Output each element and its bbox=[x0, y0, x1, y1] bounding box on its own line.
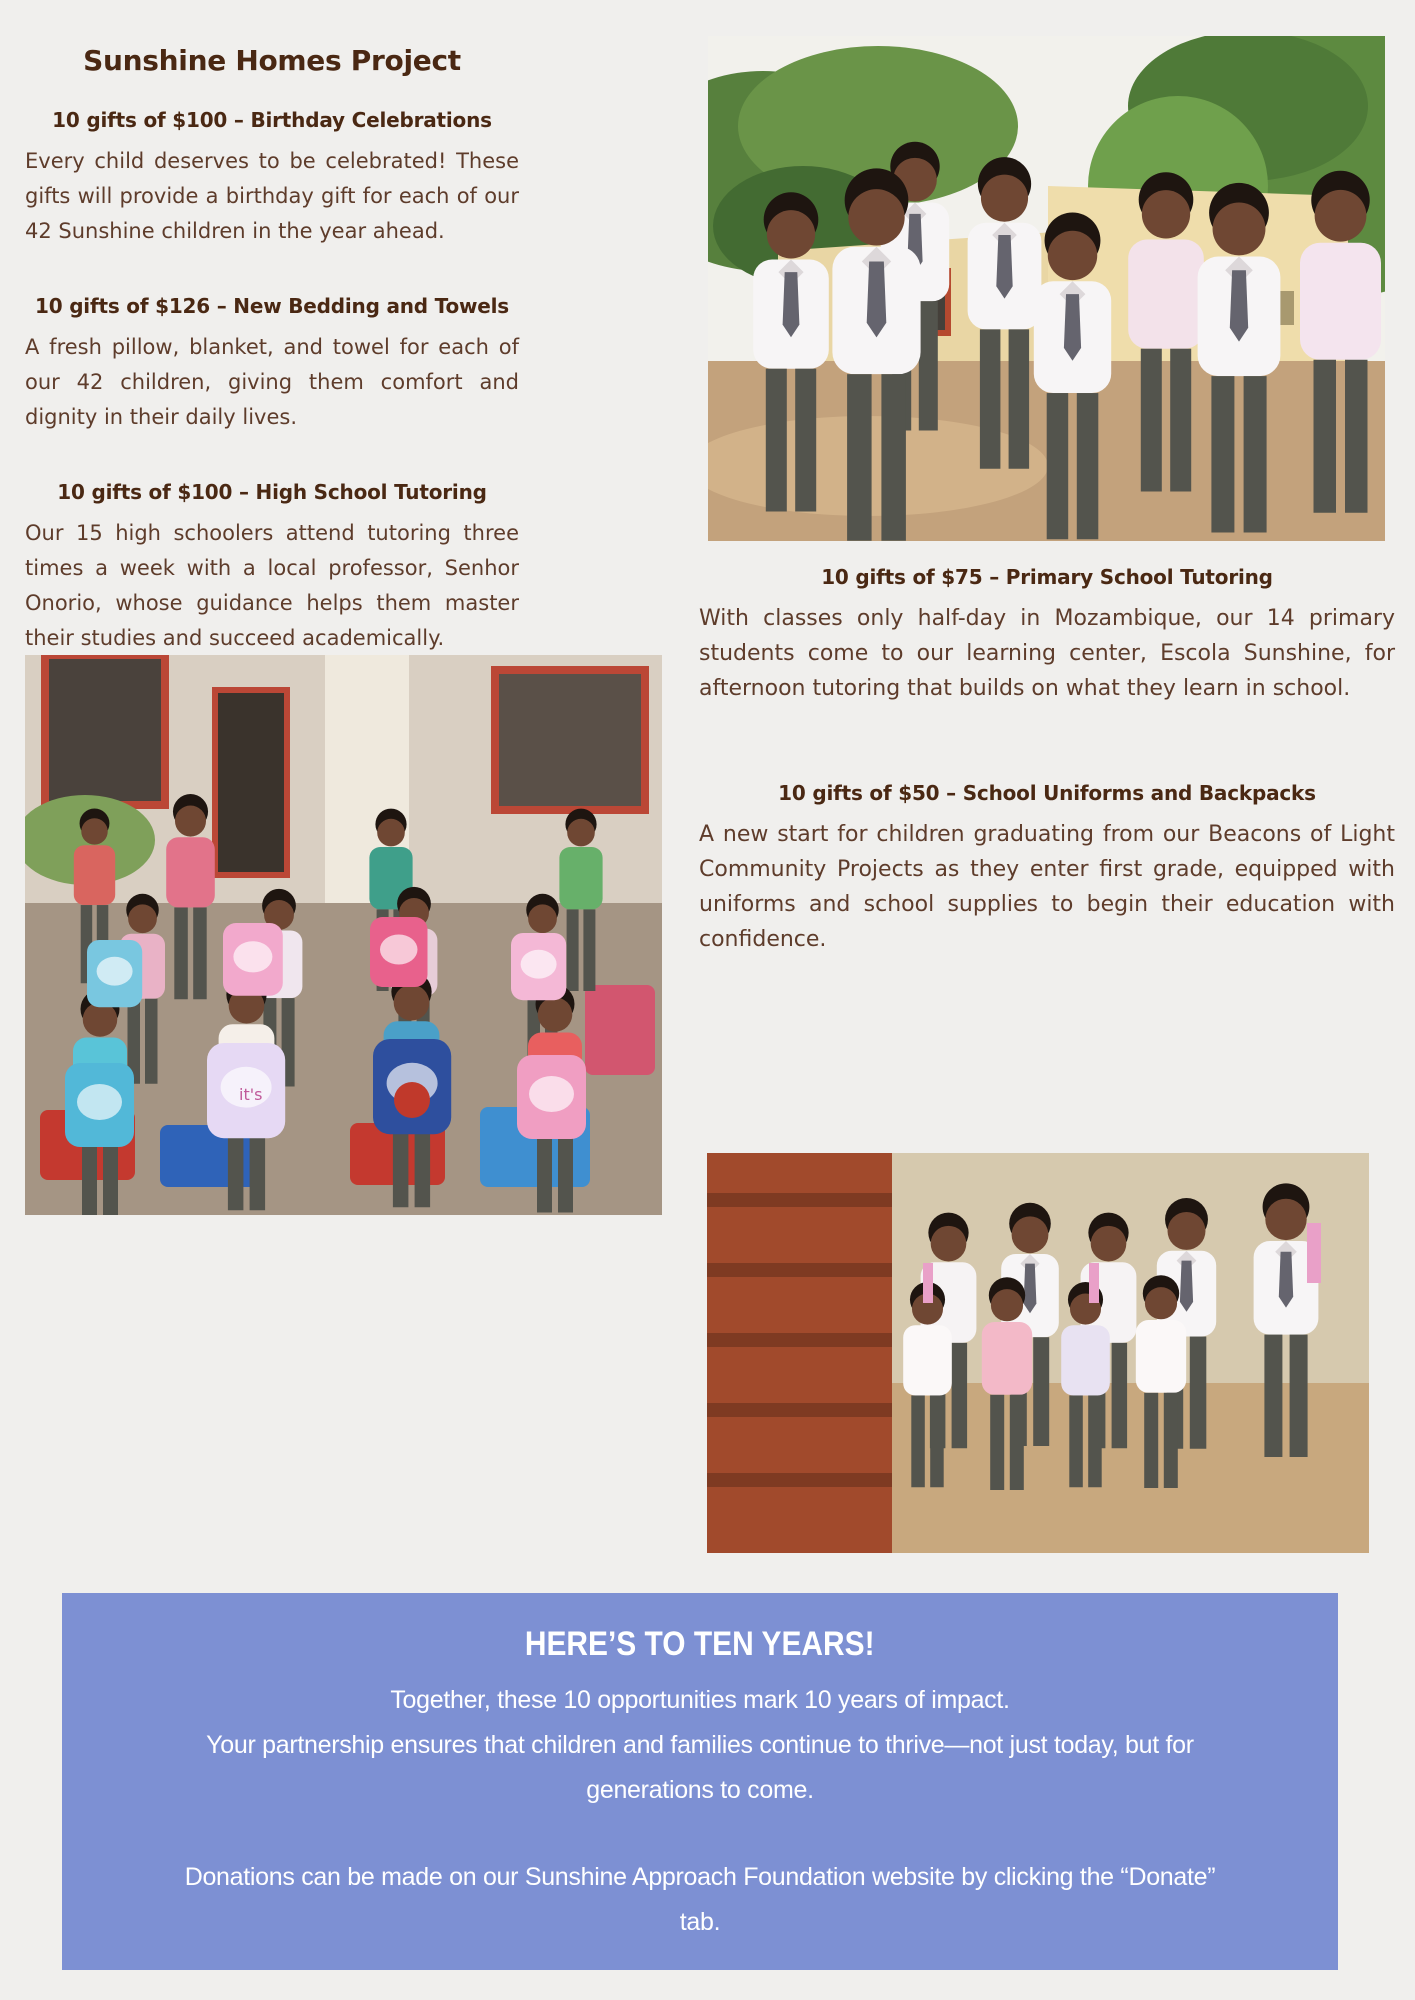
section-heading: 10 gifts of $100 – High School Tutoring bbox=[57, 480, 487, 504]
rust-door bbox=[707, 1153, 892, 1553]
svg-text:it's: it's bbox=[239, 1085, 263, 1104]
backpack-children-photo bbox=[25, 655, 662, 1215]
section-body: With classes only half-day in Mozambique, our 14 primary students come to our learning center, Escola Sunshine, for afternoon tutoring that builds on what they learn in school. bbox=[699, 606, 1395, 701]
banner-line-impact: Together, these 10 opportunities mark 10 years of impact. bbox=[390, 1686, 1010, 1714]
section-heading: 10 gifts of $126 – New Bedding and Towels bbox=[35, 294, 509, 318]
banner-title bbox=[62, 1625, 1338, 1664]
banner-line-partnership: Your partnership ensures that children and families continue to thrive—not just today, but for generations to come. bbox=[206, 1731, 1194, 1804]
banner-line-donations: Donations can be made on our Sunshine Approach Foundation website by clicking the “Donate” tab. bbox=[184, 1863, 1216, 1936]
section-bedding-towels bbox=[25, 289, 519, 435]
young-students-photo bbox=[707, 1153, 1369, 1553]
right-column bbox=[699, 560, 1395, 997]
section-body: A fresh pillow, blanket, and towel for each of our 42 children, giving them comfort and dignity in their daily lives. bbox=[25, 335, 519, 429]
section-primary-tutoring bbox=[699, 560, 1395, 706]
banner-title-text: HERE’S TO TEN YEARS! bbox=[525, 1625, 875, 1663]
ten-years-banner bbox=[62, 1593, 1338, 1970]
section-heading: 10 gifts of $100 – Birthday Celebrations bbox=[52, 108, 492, 132]
section-body: A new start for children graduating from our Beacons of Light Community Projects as they enter first grade, equipped with uniforms and school supplies to begin their education with confidence. bbox=[699, 822, 1395, 952]
section-uniforms-backpacks bbox=[699, 776, 1395, 957]
section-body: Our 15 high schoolers attend tutoring three times a week with a local professor, Senhor Onorio, whose guidance helps them master their studies and succeed academically. bbox=[25, 521, 519, 650]
section-heading: 10 gifts of $75 – Primary School Tutoring bbox=[821, 565, 1273, 589]
section-heading: 10 gifts of $50 – School Uniforms and Backpacks bbox=[778, 781, 1316, 805]
page-title: Sunshine Homes Project bbox=[83, 44, 461, 77]
section-birthday-celebrations bbox=[25, 103, 519, 249]
section-body: Every child deserves to be celebrated! These gifts will provide a birthday gift for each of our 42 Sunshine children in the year ahead. bbox=[25, 149, 519, 243]
left-column bbox=[25, 44, 519, 696]
section-high-school-tutoring bbox=[25, 475, 519, 656]
spacer bbox=[699, 746, 1395, 776]
students-uniform-photo bbox=[708, 36, 1385, 541]
